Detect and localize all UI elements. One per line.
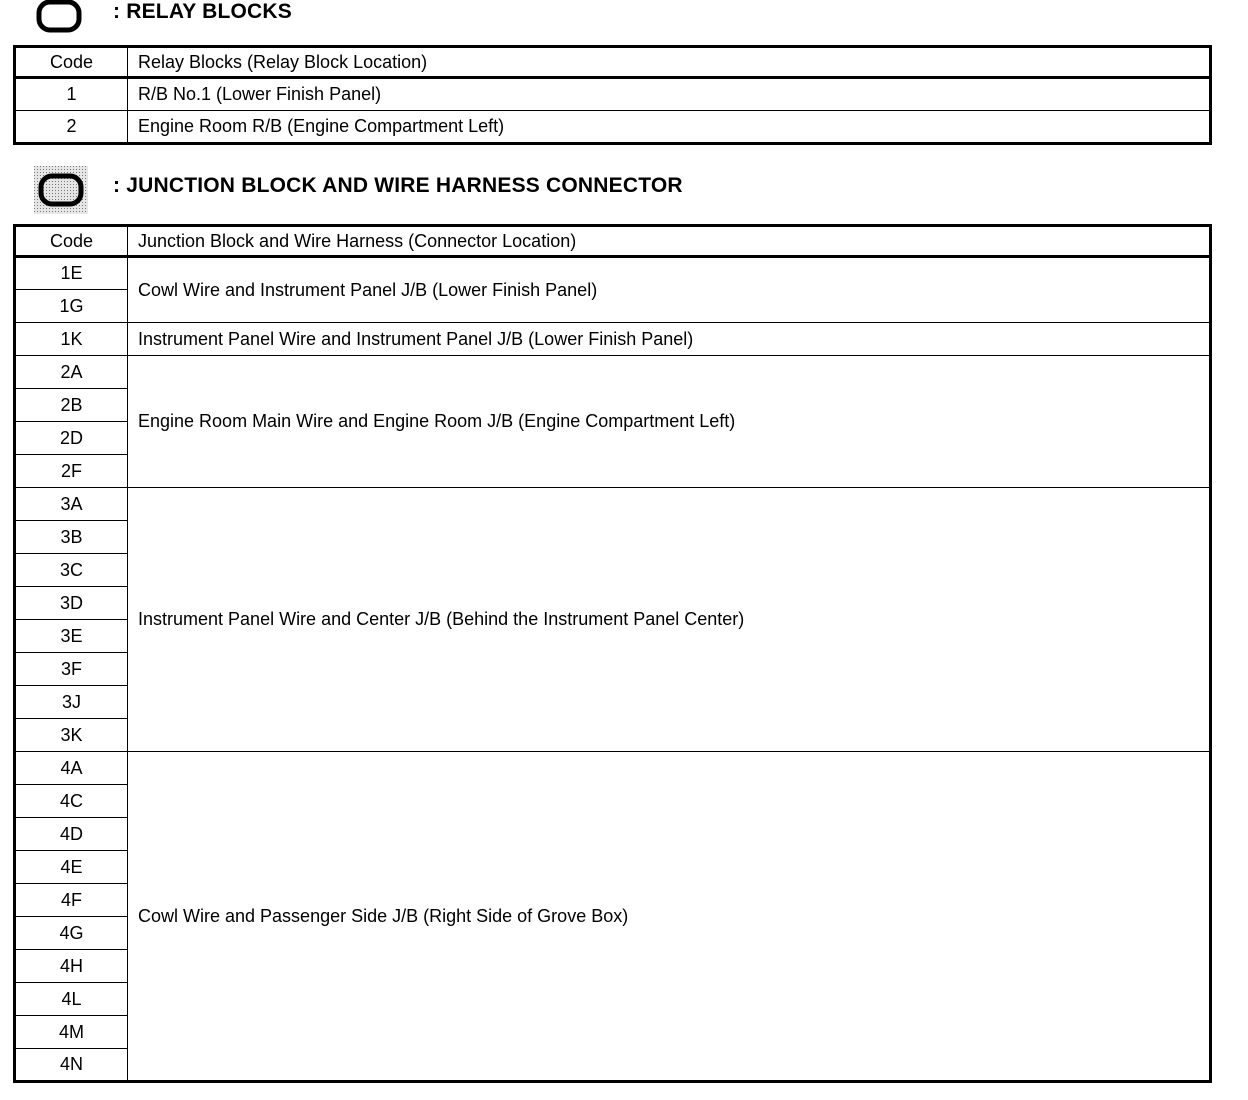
code-cell: 3J bbox=[15, 686, 128, 719]
description-cell: Instrument Panel Wire and Instrument Panel J/B (Lower Finish Panel) bbox=[128, 323, 1211, 356]
table-header-row bbox=[15, 226, 1211, 257]
description-cell: Cowl Wire and Instrument Panel J/B (Lower Finish Panel) bbox=[128, 257, 1211, 323]
code-cell: 3F bbox=[15, 653, 128, 686]
relay-block-icon bbox=[34, 0, 84, 34]
code-cell: 4H bbox=[15, 950, 128, 983]
code-cell: 2B bbox=[15, 389, 128, 422]
relay-blocks-title: : RELAY BLOCKS bbox=[113, 0, 292, 23]
description-header: Junction Block and Wire Harness (Connector Location) bbox=[128, 226, 1211, 257]
code-cell: 1G bbox=[15, 290, 128, 323]
code-cell: 3B bbox=[15, 521, 128, 554]
code-cell: 1E bbox=[15, 257, 128, 290]
description-cell: Engine Room Main Wire and Engine Room J/B (Engine Compartment Left) bbox=[128, 356, 1211, 488]
table-row bbox=[15, 111, 1211, 144]
junction-block-title: : JUNCTION BLOCK AND WIRE HARNESS CONNECTOR bbox=[113, 174, 683, 197]
code-cell: 3C bbox=[15, 554, 128, 587]
code-cell: 4L bbox=[15, 983, 128, 1016]
description-cell: R/B No.1 (Lower Finish Panel) bbox=[128, 78, 1211, 111]
description-cell: Engine Room R/B (Engine Compartment Left) bbox=[128, 111, 1211, 144]
code-header: Code bbox=[15, 47, 128, 78]
code-cell: 4E bbox=[15, 851, 128, 884]
code-cell: 2A bbox=[15, 356, 128, 389]
description-cell: Instrument Panel Wire and Center J/B (Behind the Instrument Panel Center) bbox=[128, 488, 1211, 752]
table-row bbox=[15, 257, 1211, 290]
code-cell: 2 bbox=[15, 111, 128, 144]
table-row bbox=[15, 752, 1211, 785]
code-cell: 3D bbox=[15, 587, 128, 620]
code-cell: 4C bbox=[15, 785, 128, 818]
code-cell: 4N bbox=[15, 1049, 128, 1082]
code-cell: 3A bbox=[15, 488, 128, 521]
code-cell: 4G bbox=[15, 917, 128, 950]
code-cell: 1 bbox=[15, 78, 128, 111]
junction-block-table bbox=[13, 224, 1212, 1083]
code-cell: 4M bbox=[15, 1016, 128, 1049]
code-header: Code bbox=[15, 226, 128, 257]
junction-block-icon bbox=[34, 166, 88, 214]
table-row bbox=[15, 488, 1211, 521]
code-cell: 2F bbox=[15, 455, 128, 488]
code-cell: 1K bbox=[15, 323, 128, 356]
table-row bbox=[15, 78, 1211, 111]
code-cell: 3K bbox=[15, 719, 128, 752]
description-header: Relay Blocks (Relay Block Location) bbox=[128, 47, 1211, 78]
code-cell: 4D bbox=[15, 818, 128, 851]
table-row bbox=[15, 356, 1211, 389]
code-cell: 2D bbox=[15, 422, 128, 455]
table-header-row bbox=[15, 47, 1211, 78]
description-cell: Cowl Wire and Passenger Side J/B (Right Side of Grove Box) bbox=[128, 752, 1211, 1082]
code-cell: 4A bbox=[15, 752, 128, 785]
code-cell: 4F bbox=[15, 884, 128, 917]
relay-blocks-table bbox=[13, 45, 1212, 145]
code-cell: 3E bbox=[15, 620, 128, 653]
table-row bbox=[15, 323, 1211, 356]
